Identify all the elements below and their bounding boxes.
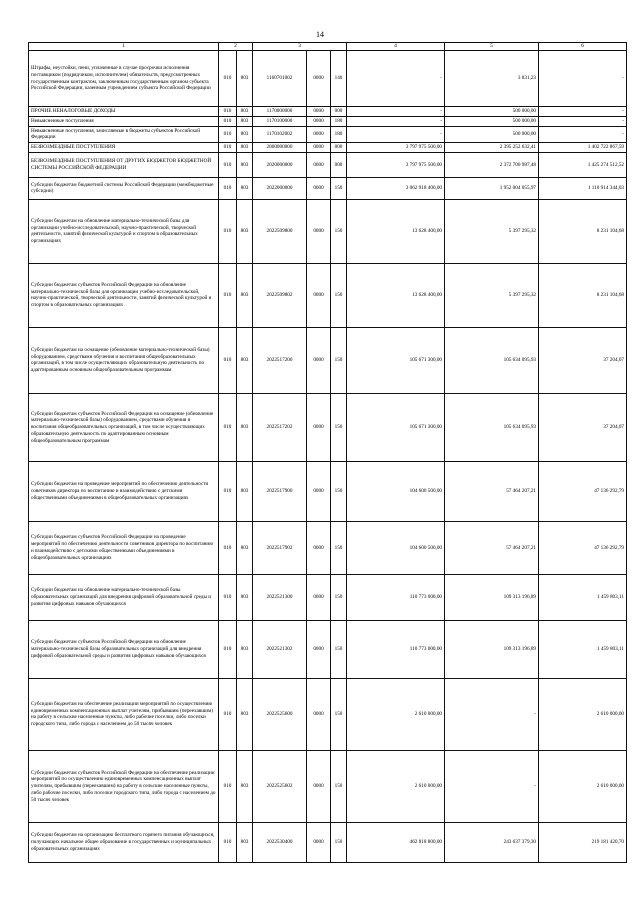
table-cell-admin-code: 803 (237, 199, 253, 263)
table-row (29, 620, 627, 678)
table-cell-admin: 010 (219, 107, 237, 117)
table-cell-admin: 010 (219, 620, 237, 678)
table-cell-admin-code: 803 (237, 393, 253, 461)
table-cell-code: 1170100000 (253, 116, 307, 126)
table-cell-name: БЕЗВОЗМЕЗДНЫЕ ПОСТУПЛЕНИЯ ОТ ДРУГИХ БЮДЖЕТОВ БЮДЖЕТНОЙ СИСТЕМЫ РОССИЙСКОЙ ФЕДЕРАЦИИ (29, 152, 219, 177)
table-cell-kind: 150 (331, 620, 347, 678)
table-cell-approved: 110 773 000,00 (347, 620, 445, 678)
table-cell-admin: 010 (219, 393, 237, 461)
table-cell-admin-code: 803 (237, 51, 253, 107)
table-cell-admin-code: 803 (237, 126, 253, 143)
table-cell-kind: 150 (331, 678, 347, 750)
table-row (29, 126, 627, 143)
table-cell-code: 1160701002 (253, 51, 307, 107)
table-cell-name: Субсидии бюджетам на обеспечение реализации мероприятий по осуществлению единовременных компенсационных выплат учителям, прибывшим (переехавшим) на работу в сельские населенные пункты, либо рабочие поселки, либо поселки городского типа, либо города с населением до 50 тысяч человек (29, 678, 219, 750)
table-row (29, 521, 627, 574)
table-cell-executed: 500 000,00 (445, 116, 539, 126)
table-cell-subcode: 0000 (307, 822, 331, 862)
table-cell-kind: 000 (331, 152, 347, 177)
column-number: 6 (539, 43, 627, 51)
table-cell-executed: 57 464 207,21 (445, 461, 539, 521)
table-cell-subcode: 0000 (307, 126, 331, 143)
table-cell-admin: 010 (219, 126, 237, 143)
table-cell-remaining: 1 110 914 344,03 (539, 177, 627, 199)
table-cell-remaining: - (539, 51, 627, 107)
table-cell-name: Субсидии бюджетам бюджетной системы Российской Федерации (межбюджетные субсидии) (29, 177, 219, 199)
column-number: 4 (347, 43, 445, 51)
table-cell-executed: 105 634 095,93 (445, 327, 539, 393)
table-cell-approved: 2 610 000,00 (347, 678, 445, 750)
table-cell-executed: - (445, 678, 539, 750)
table-cell-remaining: - (539, 126, 627, 143)
table-cell-executed: 109 313 196,89 (445, 620, 539, 678)
table-cell-remaining: 47 136 292,79 (539, 521, 627, 574)
table-cell-admin: 010 (219, 51, 237, 107)
table-cell-admin-code: 803 (237, 620, 253, 678)
table-row (29, 822, 627, 862)
table-cell-name: Субсидии бюджетам на оснащение (обновление материально-технической базы) оборудованием, средствами обучения и воспитания общеобразовательных организаций, в том числе осуществляющих образовательную деятельность по адаптированным основным общеобразовательным программам (29, 327, 219, 393)
table-cell-approved: 104 600 500,00 (347, 461, 445, 521)
table-row (29, 107, 627, 117)
table-cell-admin-code: 803 (237, 327, 253, 393)
table-cell-remaining: - (539, 116, 627, 126)
table-cell-admin-code: 803 (237, 177, 253, 199)
table-row (29, 574, 627, 620)
table-row (29, 177, 627, 199)
table-cell-admin: 010 (219, 678, 237, 750)
table-cell-executed: 5 397 295,32 (445, 199, 539, 263)
table-cell-executed: 243 637 379,30 (445, 822, 539, 862)
table-cell-code: 2022509802 (253, 263, 307, 327)
table-cell-kind: 000 (331, 143, 347, 153)
table-row (29, 393, 627, 461)
table-cell-code: 2022521300 (253, 574, 307, 620)
table-cell-kind: 150 (331, 461, 347, 521)
table-cell-remaining: 8 231 104,68 (539, 263, 627, 327)
table-cell-admin: 010 (219, 177, 237, 199)
table-cell-remaining: - (539, 107, 627, 117)
table-cell-kind: 000 (331, 107, 347, 117)
table-cell-subcode: 0000 (307, 461, 331, 521)
table-cell-kind: 180 (331, 116, 347, 126)
table-cell-name: Невыясненные поступления, зачисляемые в бюджеты субъектов Российской Федерации (29, 126, 219, 143)
table-cell-admin: 010 (219, 152, 237, 177)
table-cell-name: Субсидии бюджетам на обновление материально-технической базы для организации учебно-исследовательской, научно-практической, творческой деятельности, занятий физической культурой и спортом в образовательных организациях (29, 199, 219, 263)
table-cell-approved: 104 600 500,00 (347, 521, 445, 574)
table-cell-name: Субсидии бюджетам субъектов Российской Федерации на обновление материально-технической базы для организации учебно-исследовательской, научно-практической, творческой деятельности, занятий физической культурой и спортом в образовательных организациях (29, 263, 219, 327)
table-cell-executed: 2 395 252 632,41 (445, 143, 539, 153)
table-cell-remaining: 2 610 000,00 (539, 678, 627, 750)
table-cell-approved: 462 818 800,00 (347, 822, 445, 862)
table-cell-kind: 150 (331, 263, 347, 327)
table-cell-name: БЕЗВОЗМЕЗДНЫЕ ПОСТУПЛЕНИЯ (29, 143, 219, 153)
page-number: 14 (316, 30, 324, 39)
table-cell-code: 2022517200 (253, 327, 307, 393)
table-cell-admin-code: 803 (237, 750, 253, 822)
table-row (29, 51, 627, 107)
table-cell-kind: 150 (331, 199, 347, 263)
table-cell-admin-code: 803 (237, 678, 253, 750)
table-cell-executed: 109 313 196,89 (445, 574, 539, 620)
table-cell-approved: 105 671 300,00 (347, 393, 445, 461)
table-cell-subcode: 0000 (307, 574, 331, 620)
table-cell-executed: 2 372 700 987,48 (445, 152, 539, 177)
table-cell-code: 2022000000 (253, 177, 307, 199)
table-cell-code: 2022530400 (253, 822, 307, 862)
table-cell-executed: 57 464 207,21 (445, 521, 539, 574)
table-row (29, 152, 627, 177)
table-cell-executed: 1 952 004 055,97 (445, 177, 539, 199)
table-cell-code: 2000000000 (253, 143, 307, 153)
table-cell-code: 1170000000 (253, 107, 307, 117)
table-cell-admin: 010 (219, 327, 237, 393)
table-row (29, 143, 627, 153)
table-cell-subcode: 0000 (307, 199, 331, 263)
table-cell-subcode: 0000 (307, 750, 331, 822)
table-cell-subcode: 0000 (307, 327, 331, 393)
table-cell-admin-code: 803 (237, 461, 253, 521)
table-row (29, 327, 627, 393)
table-cell-code: 2022517900 (253, 461, 307, 521)
table-row (29, 678, 627, 750)
table-cell-remaining: 1 425 274 512,52 (539, 152, 627, 177)
table-cell-remaining: 1 459 803,11 (539, 574, 627, 620)
table-cell-admin-code: 803 (237, 574, 253, 620)
table-cell-admin: 010 (219, 461, 237, 521)
table-cell-admin: 010 (219, 750, 237, 822)
table-row (29, 750, 627, 822)
table-cell-approved: 110 773 000,00 (347, 574, 445, 620)
table-cell-name: Субсидии бюджетам субъектов Российской Федерации на обновление материально-технической базы образовательных организаций для внедрения цифровой образовательной среды и развития цифровых навыков обучающихся (29, 620, 219, 678)
table-cell-approved: - (347, 107, 445, 117)
table-cell-remaining: 1 459 803,11 (539, 620, 627, 678)
table-cell-subcode: 0000 (307, 143, 331, 153)
table-cell-executed: 3 831,23 (445, 51, 539, 107)
table-cell-approved: 2 610 000,00 (347, 750, 445, 822)
table-cell-name: Субсидии бюджетам на организацию бесплатного горячего питания обучающихся, получающих начальное общее образование в государственных и муниципальных образовательных организациях (29, 822, 219, 862)
table-cell-approved: - (347, 116, 445, 126)
column-number: 3 (253, 43, 347, 51)
table-cell-remaining: 2 610 000,00 (539, 750, 627, 822)
table-cell-kind: 140 (331, 51, 347, 107)
column-number: 5 (445, 43, 539, 51)
table-cell-remaining: 37 204,07 (539, 393, 627, 461)
table-cell-executed: - (445, 750, 539, 822)
table-cell-subcode: 0000 (307, 177, 331, 199)
table-cell-admin: 010 (219, 822, 237, 862)
table-cell-approved: 13 628 400,00 (347, 199, 445, 263)
table-cell-approved: - (347, 126, 445, 143)
table-cell-admin: 010 (219, 521, 237, 574)
table-cell-approved: - (347, 51, 445, 107)
table-cell-name: Субсидии бюджетам на проведение мероприятий по обеспечению деятельности советников директора по воспитанию и взаимодействию с детскими общественными объединениями в общеобразовательных организациях (29, 461, 219, 521)
table-cell-executed: 5 397 295,32 (445, 263, 539, 327)
table-cell-remaining: 219 181 420,70 (539, 822, 627, 862)
table-cell-admin: 010 (219, 263, 237, 327)
table-cell-code: 2022525600 (253, 678, 307, 750)
table-cell-code: 2022509800 (253, 199, 307, 263)
table-cell-name: Субсидии бюджетам субъектов Российской Федерации на оснащение (обновление материально-технической базы) оборудованием, средствами обучения и воспитания общеобразовательных организаций, в том числе осуществляющих образовательную деятельность по адаптированным основным общеобразовательным программам (29, 393, 219, 461)
table-cell-kind: 150 (331, 327, 347, 393)
table-row (29, 263, 627, 327)
table-cell-admin-code: 803 (237, 263, 253, 327)
table-cell-kind: 150 (331, 822, 347, 862)
table-cell-executed: 105 634 095,93 (445, 393, 539, 461)
table-cell-kind: 180 (331, 126, 347, 143)
table-cell-executed: 500 000,00 (445, 126, 539, 143)
table-cell-subcode: 0000 (307, 620, 331, 678)
table-cell-remaining: 1 402 722 867,59 (539, 143, 627, 153)
table-cell-subcode: 0000 (307, 107, 331, 117)
table-cell-kind: 150 (331, 750, 347, 822)
table-cell-kind: 150 (331, 521, 347, 574)
table-cell-approved: 13 628 400,00 (347, 263, 445, 327)
table-cell-name: Субсидии бюджетам субъектов Российской Федерации на проведение мероприятий по обеспечению деятельности советников директора по воспитанию и взаимодействию с детскими общественными объединениями в общеобразовательных организациях (29, 521, 219, 574)
table-cell-subcode: 0000 (307, 521, 331, 574)
table-cell-approved: 3 797 975 500,00 (347, 152, 445, 177)
table-cell-name: Невыясненные поступления (29, 116, 219, 126)
table-cell-subcode: 0000 (307, 152, 331, 177)
table-cell-kind: 150 (331, 574, 347, 620)
table-cell-approved: 105 671 300,00 (347, 327, 445, 393)
table-cell-admin: 010 (219, 574, 237, 620)
table-cell-code: 2022517202 (253, 393, 307, 461)
table-cell-executed: 500 000,00 (445, 107, 539, 117)
table-cell-kind: 150 (331, 177, 347, 199)
table-cell-remaining: 47 136 292,79 (539, 461, 627, 521)
column-number-row (29, 43, 627, 51)
table-cell-subcode: 0000 (307, 51, 331, 107)
column-number: 1 (29, 43, 219, 51)
table-cell-name: Штрафы, неустойки, пени, уплаченные в случае просрочки исполнения поставщиком (подрядчиком, исполнителем) обязательств, предусмотренных государственным контрактом, заключенным государственным органом субъекта Российской Федерации, казенным учреждением субъекта Российской Федерации (29, 51, 219, 107)
table-cell-admin: 010 (219, 199, 237, 263)
table-cell-admin-code: 803 (237, 116, 253, 126)
table-row (29, 461, 627, 521)
table-cell-subcode: 0000 (307, 678, 331, 750)
table-cell-approved: 3 062 918 400,00 (347, 177, 445, 199)
table-cell-code: 1170102002 (253, 126, 307, 143)
table-cell-remaining: 37 204,07 (539, 327, 627, 393)
table-cell-admin: 010 (219, 116, 237, 126)
table-cell-kind: 150 (331, 393, 347, 461)
table-cell-remaining: 8 231 104,68 (539, 199, 627, 263)
table-cell-subcode: 0000 (307, 116, 331, 126)
table-cell-code: 2022517902 (253, 521, 307, 574)
table-row (29, 199, 627, 263)
column-number: 2 (219, 43, 253, 51)
table-cell-code: 2020000000 (253, 152, 307, 177)
table-cell-code: 2022525602 (253, 750, 307, 822)
table-cell-admin-code: 803 (237, 521, 253, 574)
budget-table (28, 42, 627, 863)
table-cell-approved: 3 797 975 500,00 (347, 143, 445, 153)
table-cell-name: Субсидии бюджетам субъектов Российской Федерации на обеспечение реализации мероприятий по осуществлению единовременных компенсационных выплат учителям, прибывшим (переехавшим) на работу в сельские населенные пункты, либо рабочие поселки, либо поселки городского типа, либо города с населением до 50 тысяч человек (29, 750, 219, 822)
table-cell-admin-code: 803 (237, 822, 253, 862)
table-cell-admin: 010 (219, 143, 237, 153)
table-cell-subcode: 0000 (307, 393, 331, 461)
table-cell-admin-code: 803 (237, 152, 253, 177)
table-cell-subcode: 0000 (307, 263, 331, 327)
table-cell-admin-code: 803 (237, 143, 253, 153)
table-cell-name: Субсидии бюджетам на обновление материально-технической базы образовательных организаций для внедрения цифровой образовательной среды и развития цифровых навыков обучающихся (29, 574, 219, 620)
table-cell-code: 2022521302 (253, 620, 307, 678)
table-cell-name: ПРОЧИЕ НЕНАЛОГОВЫЕ ДОХОДЫ (29, 107, 219, 117)
table-row (29, 116, 627, 126)
table-cell-admin-code: 803 (237, 107, 253, 117)
